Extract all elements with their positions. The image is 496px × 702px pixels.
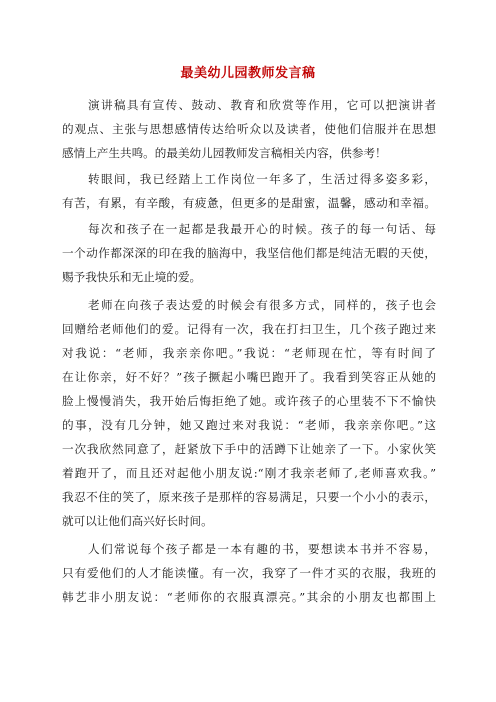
paragraph-line: 韩艺非小朋友说：“老师你的衣服真漂亮。”其余的小朋友也都围上 bbox=[62, 590, 436, 604]
paragraph-line: 回赠给老师他们的爱。记得有一次，我在打扫卫生，几个孩子跑过来 bbox=[62, 322, 436, 336]
paragraph-line: 的观点、主张与思想感情传达给听众以及读者，使他们信服并在思想 bbox=[62, 122, 436, 136]
paragraph-line: 有苦，有累，有辛酸，有疲惫，但更多的是甜蜜，温馨，感动和幸福。 bbox=[62, 196, 436, 210]
paragraph-line: 感情上产生共鸣。的最美幼儿园教师发言稿相关内容，供参考！ bbox=[62, 146, 387, 160]
paragraph-line: 老师在向孩子表达爱的时候会有很多方式，同样的，孩子也会 bbox=[88, 298, 436, 312]
paragraph-line: 我忍不住的笑了，原来孩子是那样的容易满足，只要一个小小的表示， bbox=[62, 490, 436, 504]
paragraph-line: 就可以让他们高兴好长时间。 bbox=[62, 514, 213, 528]
paragraph-line: 在让你亲，好不好？”孩子撅起小嘴巴跑开了。我看到笑容正从她的 bbox=[62, 370, 436, 384]
paragraph-line: 的事，没有几分钟，她又跑过来对我说：“老师，我亲亲你吧。”这 bbox=[62, 418, 436, 432]
paragraph-line: 对我说：“老师，我亲亲你吧。”我说：“老师现在忙，等有时间了 bbox=[62, 346, 436, 360]
paragraph-line: 只有爱他们的人才能读懂。有一次，我穿了一件才买的衣服，我班的 bbox=[62, 566, 436, 580]
paragraph-line: 着跑开了，而且还对起他小朋友说:“刚才我亲老师了,老师喜欢我。” bbox=[62, 466, 436, 480]
document-title: 最美幼儿园教师发言稿 bbox=[180, 66, 316, 81]
paragraph-line: 脸上慢慢消失，我开始后悔拒绝了她。或许孩子的心里装不下不愉快 bbox=[62, 394, 436, 408]
paragraph-line: 赐予我快乐和无止境的爱。 bbox=[62, 270, 202, 284]
paragraph-line: 人们常说每个孩子都是一本有趣的书，要想读本书并不容易， bbox=[88, 542, 436, 556]
paragraph-line: 一次我欣然同意了，赶紧放下手中的活蹲下让她亲了一下。小家伙笑 bbox=[62, 442, 436, 456]
paragraph-line: 每次和孩子在一起都是我最开心的时候。孩子的每一句话、每 bbox=[88, 222, 436, 236]
paragraph-line: 演讲稿具有宣传、鼓动、教育和欣赏等作用，它可以把演讲者 bbox=[88, 98, 436, 112]
paragraph-line: 一个动作都深深的印在我的脑海中，我坚信他们都是纯洁无暇的天使， bbox=[62, 246, 436, 260]
paragraph-line: 转眼间，我已经踏上工作岗位一年多了，生活过得多姿多彩， bbox=[88, 172, 436, 186]
